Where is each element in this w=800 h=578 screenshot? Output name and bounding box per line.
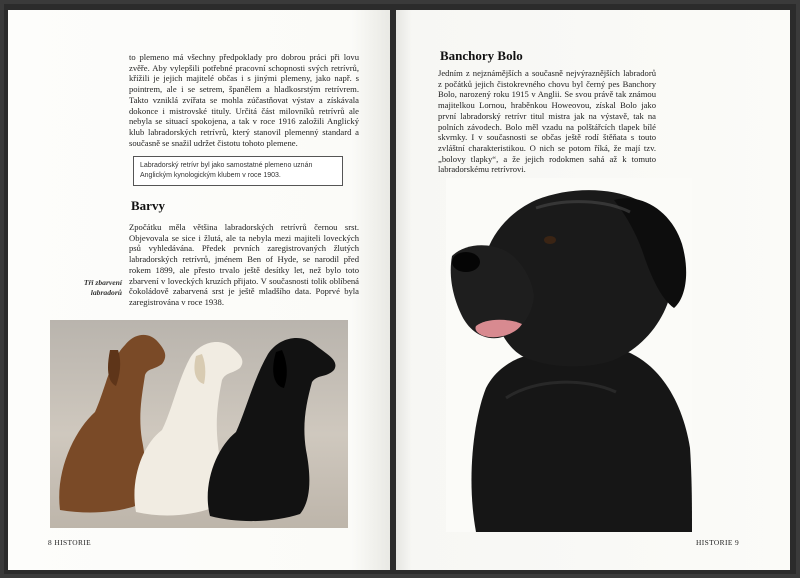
barvy-paragraph: Zpočátku měla většina labradorských retrívrů černou srst. Objevovala se sice i žlutá, ale ta nebyla mezi majiteli loveckých psů vyhledávána. Předek prvních zaregistrovaných žlutých labradorských retrívrů, jménem Ben of Hyde, se narodil před rokem 1899, ale přesto trvalo ještě desítky let, než bylo toto zbarvení v loveckých kruzích přijato. V současnosti tolik oblíbená čokoládově zabarvená srst je ještě mladšího data. Poprvé byla zaregistrována v roce 1938. <box>129 222 359 307</box>
info-callout-box: Labradorský retrívr byl jako samostatné plemeno uznán Anglickým kynologickým klubem v roce 1903. <box>133 156 343 186</box>
banchory-bolo-paragraph: Jedním z nejznámějších a současně nejvýraznějších labradorů z počátků jejich čistokrevného chovu byl černý pes Banchory Bolo, narozený roku 1915 v Anglii. Se svou právě tak známou majitelkou Lornou, hraběnkou Howeovou, získal Bolo jako první labradorský retrívr titul mistra jak na výstavě, tak na polních závodech. Bolo měl vzadu na polštářcích tlapek bílé skvrnky. I v současnosti se občas ještě rodí štěňata s touto zvláštní charakteristikou. O nich se potom říká, že mají tzv. „bolovy tlapky“, a že jejich rodokmen sahá až k tomuto labradorskému retrívrovi. <box>438 68 656 175</box>
dog-body <box>471 348 692 532</box>
three-labradors-photo <box>50 320 348 528</box>
dog-eye <box>544 236 556 244</box>
page-number-right: HISTORIE 9 <box>696 538 740 547</box>
intro-paragraph: to plemeno má všechny předpoklady pro dobrou práci při lovu zvěře. Aby vylepšili potřebné pracovní schopnosti svých retrívrů, křížili je jejich majitelé občas i s jinými plemeny, jako např. s pointrem, ale i se setrem, španělem a hladkosrstým retrívrem. Takto vzniklá zvířata se mohla zúčastňovat výstav a získávala dokonce i mistrovské tituly. Určitá část milovníků retrívrů ale nebyla se situací spokojena, a tak v roce 1916 založili Anglický klub labradorských retrívrů, který stanovil plemenný standard a současně se snažil udržet čistotu tohoto plemene. <box>129 52 359 148</box>
section-heading-banchory-bolo: Banchory Bolo <box>440 48 523 63</box>
dog-nose <box>452 252 480 272</box>
section-heading-barvy: Barvy <box>131 198 165 213</box>
margin-caption: Tři zbarvení labradorů <box>83 278 122 297</box>
page-number-left: 8 HISTORIE <box>48 538 92 547</box>
black-labrador-portrait <box>446 178 692 532</box>
